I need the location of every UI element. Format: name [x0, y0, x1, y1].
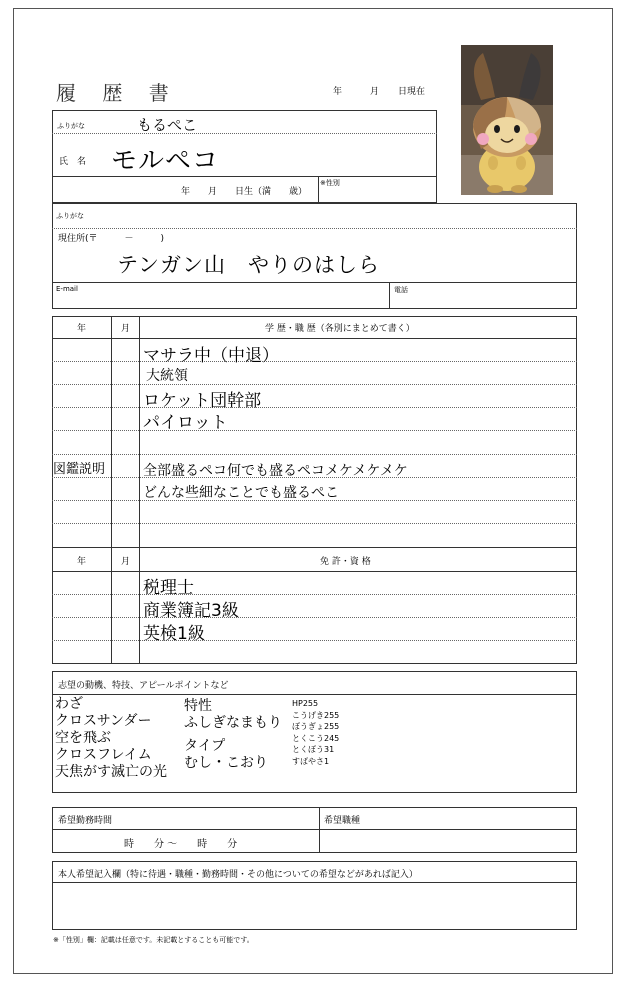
stat-item: ぼうぎょ255: [292, 722, 340, 731]
divider: [52, 571, 577, 572]
divider: [52, 361, 577, 362]
motivation-label: 志望の動機、特技、アピールポイントなど: [58, 681, 229, 691]
type-title: タイプ: [184, 738, 226, 754]
divider: [52, 454, 577, 455]
divider: [52, 594, 577, 595]
birth-date: 年 月 日生（満 歳）: [181, 187, 308, 197]
divider: [139, 316, 140, 664]
divider: [52, 133, 437, 134]
history-row-year: 図鑑説明: [53, 462, 106, 477]
desired-job-label: 希望職種: [324, 816, 361, 826]
divider: [111, 316, 112, 664]
photo: [461, 45, 553, 195]
moves-section: [55, 696, 167, 781]
divider: [318, 176, 319, 203]
work-hours-label: 希望勤務時間: [58, 816, 113, 826]
stat-item: すばやさ1: [292, 756, 330, 766]
divider: [52, 430, 577, 431]
history-row: マサラ中（中退）: [143, 346, 279, 366]
date-year-label: 年: [333, 87, 343, 97]
stat-item: とくぼう31: [292, 745, 335, 754]
divider: [52, 176, 437, 177]
license-row: 英検1級: [143, 624, 205, 644]
history-title-header: 学 歴・職 歴（各別にまとめて書く）: [265, 324, 415, 334]
address-label: 現住所(〒 － ): [58, 234, 165, 244]
ability-title: 特性: [184, 698, 212, 714]
stat-item: こうげき255: [292, 710, 340, 720]
divider: [52, 384, 577, 385]
morpeko-image: [461, 45, 553, 195]
history-year-header: 年: [77, 324, 87, 334]
history-row: パイロット: [143, 413, 228, 433]
license-year-header: 年: [77, 557, 87, 567]
divider: [52, 547, 577, 548]
divider: [52, 617, 577, 618]
furigana-value: もるぺこ: [137, 116, 198, 134]
work-hours-value: 時 分 ～ 時 分: [124, 839, 238, 850]
license-row: 商業簿記3級: [143, 601, 239, 621]
requests-label: 本人希望記入欄（特に待遇・職種・勤務時間・その他についての希望などがあれば記入）: [58, 870, 418, 880]
divider: [52, 640, 577, 641]
divider: [52, 338, 577, 339]
move-item: 空を飛ぶ: [55, 730, 111, 746]
date-present-label: 日現在: [398, 87, 426, 97]
divider: [52, 882, 577, 883]
license-row: 税理士: [143, 578, 194, 598]
license-title-header: 免 許・資 格: [320, 557, 371, 567]
divider: [52, 694, 577, 695]
type-section: [184, 738, 268, 772]
stat-item: HP255: [292, 699, 319, 708]
name-label: 氏 名: [59, 157, 87, 167]
history-row: 全部盛るペコ何でも盛るペコメケメケメケ: [143, 463, 408, 479]
footnote: ※「性別」欄：記載は任意です。未記載とすることも可能です。: [53, 936, 254, 944]
divider: [389, 282, 390, 309]
resume-title: 履 歴 書: [56, 81, 179, 105]
moves-title: わざ: [55, 696, 83, 712]
address-furigana-label: ふりがな: [56, 212, 84, 220]
history-month-header: 月: [121, 324, 131, 334]
divider: [52, 829, 577, 830]
gender-label: ※性別: [320, 179, 340, 187]
name-value: モルペコ: [111, 146, 220, 176]
move-item: クロスサンダー: [55, 713, 152, 729]
history-row: どんな些細なことでも盛るぺこ: [143, 485, 339, 501]
license-month-header: 月: [121, 557, 131, 567]
address-value: テンガン山 やりのはしら: [117, 253, 380, 277]
ability-section: [184, 698, 282, 732]
stats-section: [292, 698, 339, 767]
phone-label: 電話: [394, 286, 408, 294]
email-label: E-mail: [56, 285, 78, 293]
divider: [52, 407, 577, 408]
move-item: 天焦がす滅亡の光: [55, 764, 167, 780]
history-row: 大統領: [146, 368, 188, 384]
divider: [52, 523, 577, 524]
date-month-label: 月: [370, 87, 380, 97]
history-row: ロケット団幹部: [143, 391, 262, 411]
type-value: むし・こおり: [184, 755, 268, 771]
divider: [52, 282, 577, 283]
furigana-label: ふりがな: [57, 122, 85, 130]
move-item: クロスフレイム: [55, 747, 152, 763]
stat-item: とくこう245: [292, 733, 340, 743]
divider: [319, 807, 320, 853]
divider: [52, 228, 577, 229]
ability-value: ふしぎなまもり: [184, 715, 282, 731]
